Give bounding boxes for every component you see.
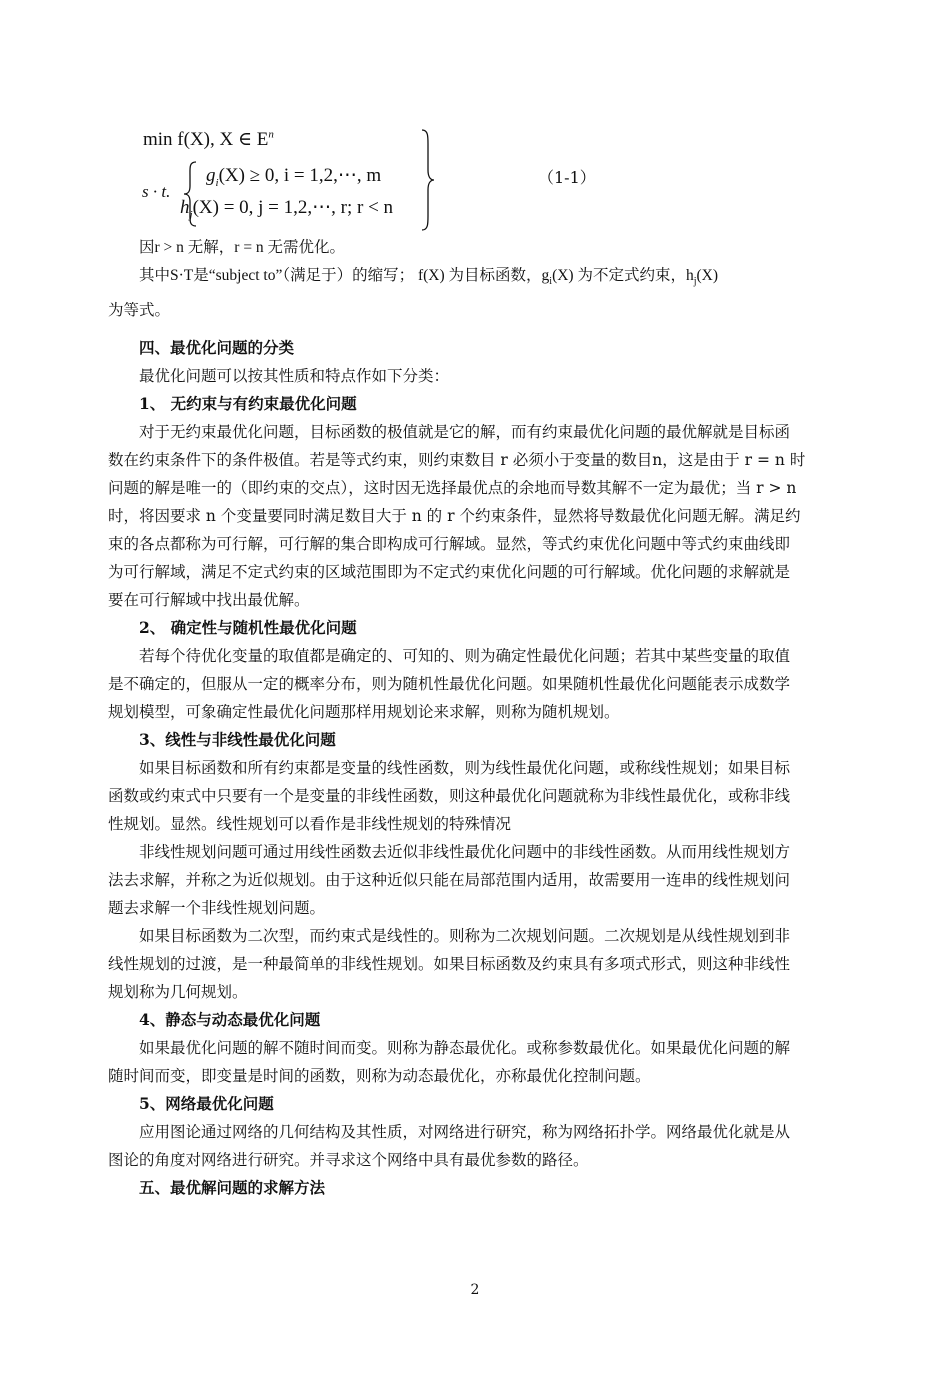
heading-2: 2、 确定性与随机性最优化问题 [139,618,357,637]
note-line-3: 为等式。 [108,301,171,320]
right-brace-icon [420,128,436,232]
main-content [108,334,844,1202]
heading-1: 1、 无约束与有约束最优化问题 [139,394,357,413]
formula-st-label: s · t. [142,182,171,201]
formula-notes [108,234,844,324]
page-number: 2 [470,1282,480,1298]
paragraph-2: 若每个待优化变量的取值都是确定的、可知的、则为确定性最优化问题；若其中某些变量的取值 是不确定的，但服从一定的概率分布，则为随机性最优化问题。如果随机性最优化问题能表示成数学 规划模型，可象确定性最优化问题那样用规划论来求解，则称为随机规划。 [108,647,791,721]
note-line-2: 其中S·T是“subject to”（满足于）的缩写； f(X) 为目标函数，$g_i(X)$ 为不定式约束，$h_j(X)$ [139,267,719,288]
paragraph-3b: 非线性规划问题可通过用线性函数去近似非线性最优化问题中的非线性函数。从而用线性规划方 法去求解，并称之为近似规划。由于这种近似只能在局部范围内适用，故需要用一连串的线性规划问 题去求解一个非线性规划问题。 [108,843,791,917]
heading-4: 4、静态与动态最优化问题 [139,1010,321,1029]
paragraph-1: 对于无约束最优化问题，目标函数的极值就是它的解，而有约束最优化问题的最优解就是目标函 数在约束条件下的条件极值。若是等式约束，则约束数目 r 必须小于变量的数目n，这是由于 r = n 时 问题的解是唯一的（即约束的交点），这时因无选择最优点的余地而导数其解不一定为最优；当 r > n 时，将因要求 n 个变量要同时满足数目大于 n 的 r 个约束条件，显然将导数最优化问题无解。满足约 束的各点都称为可行解，可行解的集合即构成可行解域。显然，等式约束优化问题中等式约束曲线即 为可行解域，满足不定式约束的区域范围即为不定式约束优化问题的可行解域。优化问题的求解就是 要在可行解域中找出最优解。 [108,423,806,609]
heading-3: 3、线性与非线性最优化问题 [139,730,336,749]
section-5-title: 五、最优解问题的求解方法 [139,1178,326,1197]
paragraph-4: 如果最优化问题的解不随时间而变。则称为静态最优化。或称参数最优化。如果最优化问题的解 随时间而变，即变量是时间的函数，则称为动态最优化，亦称最优化控制问题。 [108,1039,791,1085]
section-4-intro: 最优化问题可以按其性质和特点作如下分类： [139,367,450,385]
formula-objective: min f(X), X ∈ $E^n$ [143,128,274,150]
section-4-title: 四、最优化问题的分类 [139,338,295,357]
paragraph-5: 应用图论通过网络的几何结构及其性质，对网络进行研究，称为网络拓扑学。网络最优化就是从 图论的角度对网络进行研究。并寻求这个网络中具有最优参数的路径。 [108,1123,791,1169]
note-line-1: 因r > n 无解，r = n 无需优化。 [139,239,346,256]
paragraph-3c: 如果目标函数为二次型，而约束式是线性的。则称为二次规划问题。二次规划是从线性规划到非 线性规划的过渡，是一种最简单的非线性规划。如果目标函数及约束具有多项式形式，则这种非线性 规划称为几何规划。 [108,927,791,1001]
paragraph-3: 如果目标函数和所有约束都是变量的线性函数，则为线性最优化问题，或称线性规划；如果目标 函数或约束式中只要有一个是变量的非线性函数，则这种最优化问题就称为非线性最优化，或称非线 性规划。显然。线性规划可以看作是非线性规划的特殊情况 [108,759,791,833]
formula-equality-constraint: $h_j(X) = 0$, j = 1,2,⋯, r; r < n [180,197,394,221]
optimization-formula [140,120,600,240]
equation-number: （1-1） [538,168,596,187]
heading-5: 5、网络最优化问题 [139,1094,274,1113]
formula-inequality-constraint: $g_i(X) \ge 0$, i = 1,2,⋯, m [206,165,382,189]
